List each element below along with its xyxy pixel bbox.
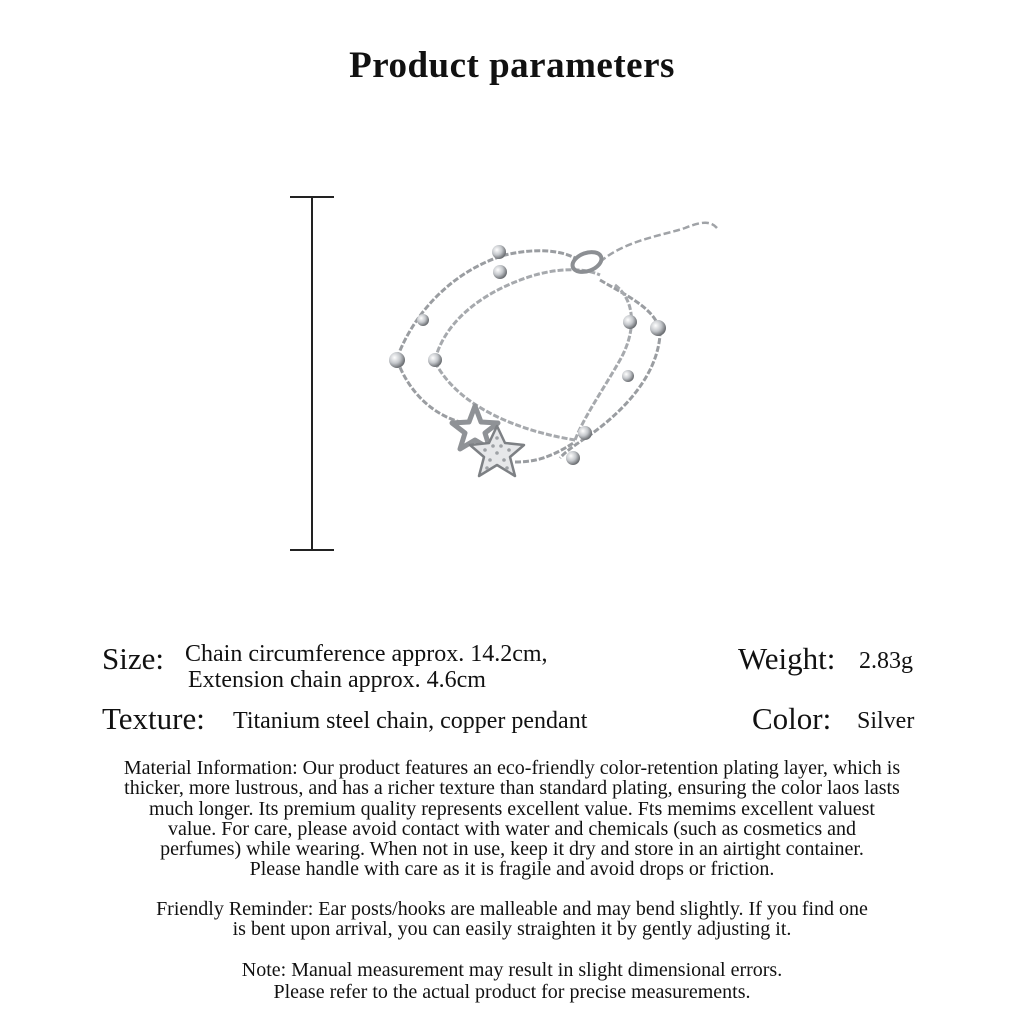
material-line: thicker, more lustrous, and has a richer texture than standard plating, ensuring the color laos lasts bbox=[124, 777, 900, 800]
bracelet-image bbox=[375, 200, 735, 500]
lobster-clasp bbox=[570, 248, 604, 275]
note-line: Note: Manual measurement may result in slight dimensional errors. bbox=[241, 959, 783, 981]
inner-chain bbox=[435, 270, 600, 360]
size-line-1: Chain circumference approx. 14.2cm, bbox=[185, 641, 548, 667]
weight-label: Weight: bbox=[738, 641, 836, 676]
outer-chain-right bbox=[560, 280, 660, 458]
material-line: Material Information: Our product features an eco-friendly color-retention plating layer, which is bbox=[123, 757, 901, 779]
size-line-2: Extension chain approx. 4.6cm bbox=[188, 667, 486, 693]
outer-chain bbox=[397, 251, 575, 358]
measurement-ruler bbox=[290, 196, 334, 551]
weight-value: 2.83g bbox=[859, 648, 913, 674]
reminder-line: Friendly Reminder: Ear posts/hooks are malleable and may bend slightly. If you find one bbox=[156, 898, 868, 920]
inner-chain-right bbox=[575, 285, 631, 440]
material-line: value. For care, please avoid contact with water and chemicals (such as cosmetics and bbox=[167, 817, 857, 840]
page-title: Product parameters bbox=[349, 45, 675, 86]
reminder-line: is bent upon arrival, you can easily straighten it by gently adjusting it. bbox=[232, 918, 792, 941]
material-line: perfumes) while wearing. When not in use, keep it dry and store in an airtight container. bbox=[160, 838, 864, 861]
extension-chain bbox=[600, 223, 717, 262]
note-line: Please refer to the actual product for precise measurements. bbox=[273, 981, 751, 1003]
size-label: Size: bbox=[102, 641, 164, 676]
pave-star-pendant bbox=[470, 426, 524, 476]
measurement-note bbox=[60, 959, 964, 1003]
friendly-reminder bbox=[60, 899, 964, 940]
texture-label: Texture: bbox=[102, 701, 205, 736]
texture-value: Titanium steel chain, copper pendant bbox=[233, 708, 588, 734]
material-information bbox=[60, 758, 964, 880]
color-value: Silver bbox=[857, 708, 915, 734]
ruler-line bbox=[311, 196, 313, 551]
material-line: Please handle with care as it is fragile and avoid drops or friction. bbox=[249, 858, 775, 881]
ruler-bottom-cap bbox=[290, 549, 334, 551]
lower-chain bbox=[397, 360, 460, 422]
color-label: Color: bbox=[752, 701, 832, 736]
material-line: much longer. Its premium quality represents excellent value. Fts memims excellent valuest bbox=[149, 797, 875, 820]
